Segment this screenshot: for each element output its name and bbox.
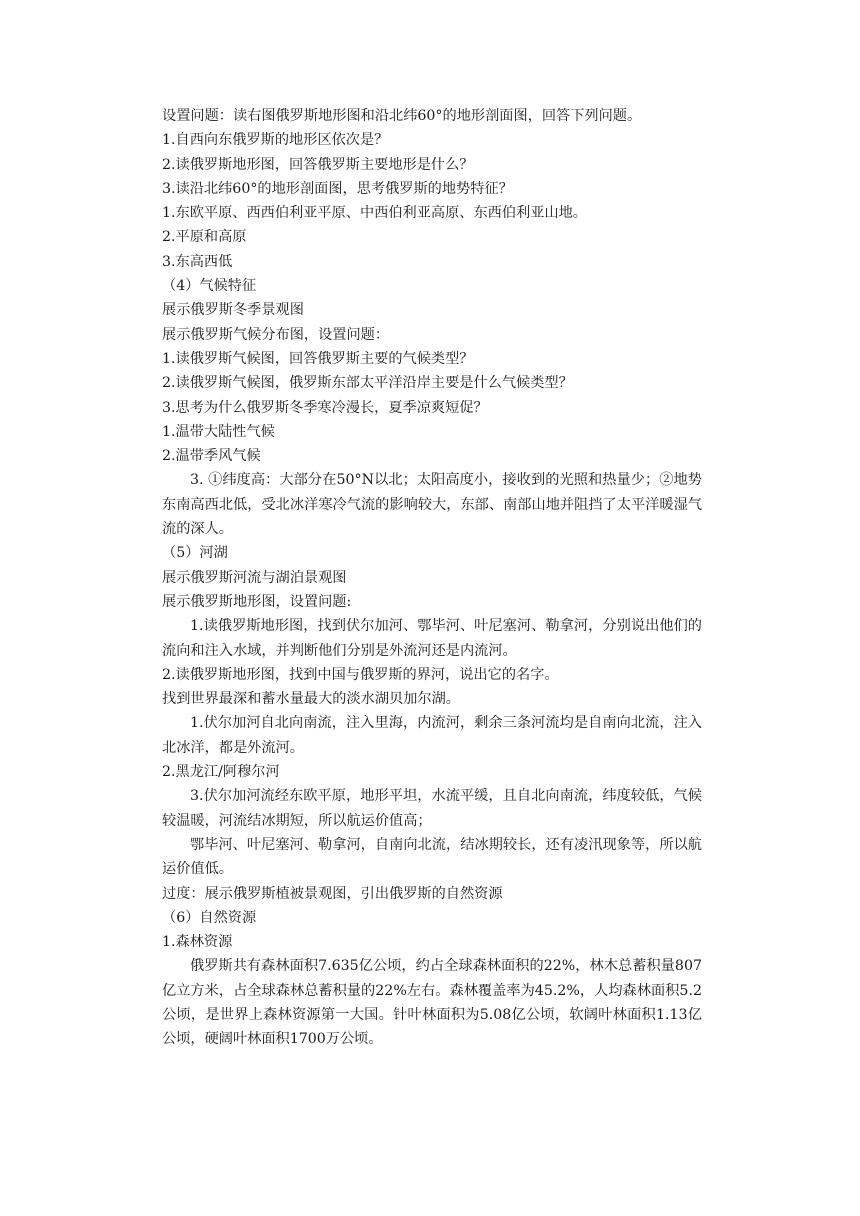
rivers-answer-3-cont: 鄂毕河、叶尼塞河、勒拿河，自南向北流，结冰期较长，还有凌汛现象等，所以航运价值低。 (162, 836, 702, 878)
section-heading-climate: （4）气候特征 (162, 278, 257, 295)
question-1: 1.自西向东俄罗斯的地形区依次是？ (162, 132, 389, 149)
climate-show-map: 展示俄罗斯气候分布图，设置问题： (162, 326, 390, 343)
answer-3: 3.东高西低 (162, 253, 233, 270)
climate-answer-1: 1.温带大陆性气候 (162, 423, 275, 440)
resources-forest-heading: 1.森林资源 (162, 934, 233, 951)
question-intro: 设置问题：读右图俄罗斯地形图和沿北纬60°的地形剖面图，回答下列问题。 (162, 108, 642, 124)
climate-answer-3: 3. ①纬度高：大部分在50°N以北；太阳高度小，接收到的光照和热量少；②地势东南高西北低，受北冰洋寒冷气流的影响较大，东部、南部山地并阻挡了太平洋暖湿气流的深人。 (162, 472, 702, 538)
rivers-answer-3: 3.伏尔加河流经东欧平原，地形平坦，水流平缓，且自北向南流，纬度较低，气候较温暖，河流结冰期短，所以航运价值高； (162, 788, 702, 829)
rivers-show-landscape: 展示俄罗斯河流与湖泊景观图 (162, 569, 347, 586)
transition-text: 过度：展示俄罗斯植被景观图，引出俄罗斯的自然资源 (162, 885, 503, 902)
document-body (162, 104, 702, 1052)
section-heading-rivers: （5）河湖 (162, 545, 228, 562)
climate-answer-2: 2.温带季风气候 (162, 448, 261, 465)
question-3: 3.读沿北纬60°的地形剖面图，思考俄罗斯的地势特征？ (162, 180, 513, 197)
climate-question-1: 1.读俄罗斯气候图，回答俄罗斯主要的气候类型？ (162, 350, 474, 367)
rivers-answer-1: 1.伏尔加河自北向南流，注入里海，内流河，剩余三条河流均是自南向北流，注入北冰洋，都是外流河。 (162, 715, 702, 756)
rivers-answer-2: 2.黑龙江/阿穆尔河 (162, 764, 280, 781)
climate-question-3: 3.思考为什么俄罗斯冬季寒冷漫长，夏季凉爽短促？ (162, 399, 488, 416)
resources-forest-text: 俄罗斯共有森林面积7.635亿公顷，约占全球森林面积的22%，林木总蓄积量807亿立方米，占全球森林总蓄积量的22%左右。森林覆盖率为45.2%，人均森林面积5.2 公顷，是世界上森林资源第一大国。针叶林面积为5.08亿公顷，软阔叶林面积1.13亿公顷，硬阔叶林面积1700万公顷。 (162, 958, 702, 1048)
answer-2: 2.平原和高原 (162, 229, 247, 246)
climate-question-2: 2.读俄罗斯气候图，俄罗斯东部太平洋沿岸主要是什么气候类型？ (162, 375, 573, 392)
rivers-question-2: 2.读俄罗斯地形图，找到中国与俄罗斯的界河，说出它的名字。 (162, 666, 559, 683)
rivers-show-map: 展示俄罗斯地形图，设置问题: (162, 593, 352, 610)
section-heading-resources: （6）自然资源 (162, 909, 257, 926)
question-2: 2.读俄罗斯地形图，回答俄罗斯主要地形是什么？ (162, 156, 474, 173)
climate-show-winter: 展示俄罗斯冬季景观图 (162, 302, 304, 319)
answer-1: 1.东欧平原、西西伯利亚平原、中西伯利亚高原、东西伯利亚山地。 (162, 205, 587, 222)
rivers-question-lake: 找到世界最深和蓄水量最大的淡水湖贝加尔湖。 (162, 691, 460, 708)
rivers-question-1: 1.读俄罗斯地形图，找到伏尔加河、鄂毕河、叶尼塞河、勒拿河，分别说出他们的流向和注入水域，并判断他们分别是外流河还是内流河。 (162, 618, 702, 659)
